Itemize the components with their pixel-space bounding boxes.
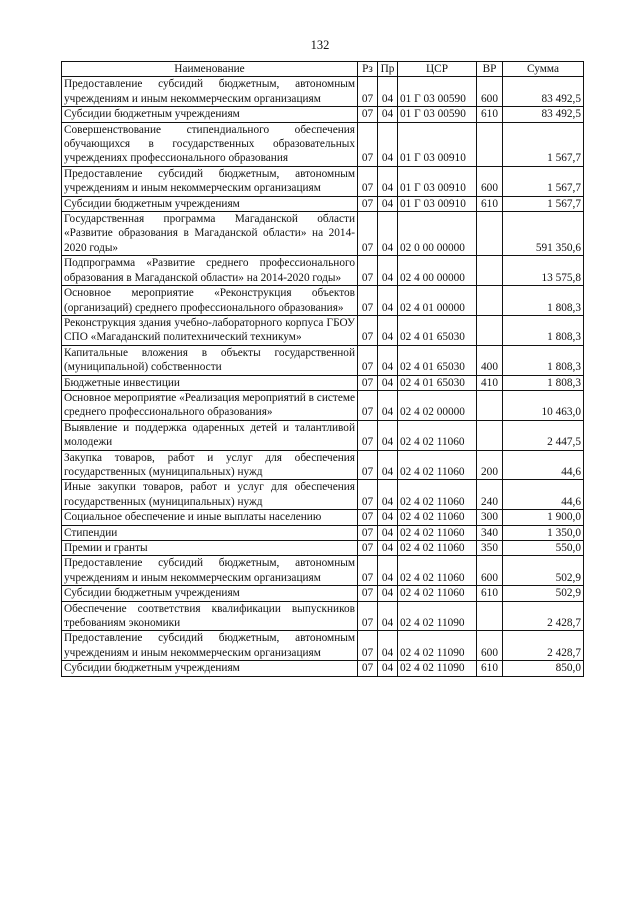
cell-sum: 502,9 — [503, 586, 584, 601]
cell-sum: 1 567,7 — [503, 122, 584, 166]
cell-vr: 610 — [477, 107, 503, 122]
table-row — [62, 586, 584, 601]
cell-sum: 1 808,3 — [503, 286, 584, 316]
table-header-row — [62, 62, 584, 77]
cell-name: Обеспечение соответствия квалификации выпускников требованиям экономики — [62, 601, 358, 631]
table-row — [62, 541, 584, 556]
cell-rz: 07 — [358, 541, 378, 556]
cell-vr: 600 — [477, 77, 503, 107]
cell-pr: 04 — [378, 375, 398, 390]
cell-sum: 1 808,3 — [503, 375, 584, 390]
cell-rz: 07 — [358, 286, 378, 316]
table-row — [62, 661, 584, 676]
cell-csr: 02 4 02 11060 — [398, 586, 477, 601]
cell-sum: 2 428,7 — [503, 601, 584, 631]
cell-sum: 83 492,5 — [503, 77, 584, 107]
header-rz: Рз — [358, 62, 378, 77]
table-row — [62, 631, 584, 661]
cell-vr: 400 — [477, 345, 503, 375]
cell-vr: 600 — [477, 556, 503, 586]
cell-sum: 44,6 — [503, 480, 584, 510]
cell-pr: 04 — [378, 390, 398, 420]
cell-pr: 04 — [378, 586, 398, 601]
cell-csr: 02 4 02 11060 — [398, 541, 477, 556]
table-row — [62, 256, 584, 286]
cell-csr: 01 Г 03 00910 — [398, 166, 477, 196]
cell-name: Предоставление субсидий бюджетным, автономным учреждениям и иным некоммерческим организациям — [62, 556, 358, 586]
cell-vr — [477, 315, 503, 345]
cell-name: Основное мероприятие «Реализация мероприятий в системе среднего профессионального образования» — [62, 390, 358, 420]
table-row — [62, 196, 584, 211]
cell-rz: 07 — [358, 510, 378, 525]
cell-rz: 07 — [358, 315, 378, 345]
cell-vr — [477, 256, 503, 286]
cell-sum: 591 350,6 — [503, 212, 584, 256]
cell-csr: 02 4 01 65030 — [398, 375, 477, 390]
table-row — [62, 480, 584, 510]
cell-sum: 83 492,5 — [503, 107, 584, 122]
cell-name: Иные закупки товаров, работ и услуг для обеспечения государственных (муниципальных) нужд — [62, 480, 358, 510]
cell-csr: 02 0 00 00000 — [398, 212, 477, 256]
cell-name: Премии и гранты — [62, 541, 358, 556]
cell-pr: 04 — [378, 631, 398, 661]
cell-name: Закупка товаров, работ и услуг для обеспечения государственных (муниципальных) нужд — [62, 450, 358, 480]
cell-rz: 07 — [358, 601, 378, 631]
cell-pr: 04 — [378, 541, 398, 556]
cell-sum: 502,9 — [503, 556, 584, 586]
cell-pr: 04 — [378, 556, 398, 586]
cell-rz: 07 — [358, 525, 378, 540]
cell-vr — [477, 122, 503, 166]
cell-pr: 04 — [378, 166, 398, 196]
cell-pr: 04 — [378, 315, 398, 345]
cell-pr: 04 — [378, 510, 398, 525]
cell-name: Предоставление субсидий бюджетным, автономным учреждениям и иным некоммерческим организациям — [62, 166, 358, 196]
cell-rz: 07 — [358, 586, 378, 601]
table-row — [62, 601, 584, 631]
cell-csr: 01 Г 03 00910 — [398, 122, 477, 166]
cell-vr: 600 — [477, 166, 503, 196]
table-row — [62, 166, 584, 196]
cell-rz: 07 — [358, 556, 378, 586]
header-name: Наименование — [62, 62, 358, 77]
cell-rz: 07 — [358, 166, 378, 196]
cell-pr: 04 — [378, 212, 398, 256]
cell-rz: 07 — [358, 420, 378, 450]
cell-name: Стипендии — [62, 525, 358, 540]
cell-csr: 02 4 02 11060 — [398, 556, 477, 586]
table-row — [62, 315, 584, 345]
cell-csr: 02 4 02 11060 — [398, 450, 477, 480]
cell-name: Субсидии бюджетным учреждениям — [62, 586, 358, 601]
cell-vr: 610 — [477, 196, 503, 211]
cell-vr: 610 — [477, 586, 503, 601]
cell-rz: 07 — [358, 196, 378, 211]
cell-sum: 13 575,8 — [503, 256, 584, 286]
cell-csr: 02 4 01 65030 — [398, 345, 477, 375]
cell-vr: 350 — [477, 541, 503, 556]
cell-name: Социальное обеспечение и иные выплаты населению — [62, 510, 358, 525]
cell-sum: 1 567,7 — [503, 196, 584, 211]
page-number: 132 — [310, 38, 330, 52]
cell-name: Предоставление субсидий бюджетным, автономным учреждениям и иным некоммерческим организациям — [62, 77, 358, 107]
cell-csr: 02 4 01 00000 — [398, 286, 477, 316]
table-row — [62, 420, 584, 450]
cell-name: Реконструкция здания учебно-лабораторного корпуса ГБОУ СПО «Магаданский политехнический техникум» — [62, 315, 358, 345]
cell-csr: 01 Г 03 00590 — [398, 107, 477, 122]
cell-csr: 01 Г 03 00910 — [398, 196, 477, 211]
cell-pr: 04 — [378, 420, 398, 450]
table-row — [62, 510, 584, 525]
cell-rz: 07 — [358, 375, 378, 390]
cell-csr: 02 4 00 00000 — [398, 256, 477, 286]
cell-rz: 07 — [358, 480, 378, 510]
cell-vr: 600 — [477, 631, 503, 661]
cell-rz: 07 — [358, 345, 378, 375]
cell-pr: 04 — [378, 345, 398, 375]
table-row — [62, 525, 584, 540]
cell-pr: 04 — [378, 256, 398, 286]
cell-sum: 1 808,3 — [503, 315, 584, 345]
table-row — [62, 107, 584, 122]
header-pr: Пр — [378, 62, 398, 77]
cell-vr — [477, 212, 503, 256]
cell-pr: 04 — [378, 601, 398, 631]
cell-vr: 300 — [477, 510, 503, 525]
cell-sum: 1 567,7 — [503, 166, 584, 196]
cell-csr: 02 4 02 00000 — [398, 390, 477, 420]
cell-pr: 04 — [378, 450, 398, 480]
cell-sum: 2 447,5 — [503, 420, 584, 450]
cell-sum: 2 428,7 — [503, 631, 584, 661]
cell-csr: 02 4 02 11060 — [398, 510, 477, 525]
table-row — [62, 556, 584, 586]
cell-csr: 02 4 02 11060 — [398, 525, 477, 540]
cell-vr — [477, 286, 503, 316]
table-row — [62, 450, 584, 480]
cell-rz: 07 — [358, 107, 378, 122]
cell-sum: 1 350,0 — [503, 525, 584, 540]
cell-sum: 44,6 — [503, 450, 584, 480]
cell-name: Бюджетные инвестиции — [62, 375, 358, 390]
header-csr: ЦСР — [398, 62, 477, 77]
cell-vr: 340 — [477, 525, 503, 540]
cell-name: Совершенствование стипендиального обеспечения обучающихся в государственных образовательных учреждениях профессионального образования — [62, 122, 358, 166]
cell-csr: 02 4 02 11060 — [398, 420, 477, 450]
cell-csr: 02 4 02 11090 — [398, 601, 477, 631]
cell-name: Предоставление субсидий бюджетным, автономным учреждениям и иным некоммерческим организациям — [62, 631, 358, 661]
cell-name: Государственная программа Магаданской области «Развитие образования в Магаданской области» на 2014-2020 годы» — [62, 212, 358, 256]
cell-pr: 04 — [378, 122, 398, 166]
cell-rz: 07 — [358, 256, 378, 286]
cell-pr: 04 — [378, 286, 398, 316]
cell-vr: 200 — [477, 450, 503, 480]
cell-name: Капитальные вложения в объекты государственной (муниципальной) собственности — [62, 345, 358, 375]
cell-name: Подпрограмма «Развитие среднего профессионального образования в Магаданской области» на 2014-2020 годы» — [62, 256, 358, 286]
cell-sum: 1 900,0 — [503, 510, 584, 525]
cell-rz: 07 — [358, 631, 378, 661]
table-row — [62, 77, 584, 107]
budget-table — [61, 61, 584, 677]
cell-vr — [477, 390, 503, 420]
cell-name: Субсидии бюджетным учреждениям — [62, 196, 358, 211]
cell-rz: 07 — [358, 77, 378, 107]
cell-vr — [477, 420, 503, 450]
header-sum: Сумма — [503, 62, 584, 77]
cell-vr — [477, 601, 503, 631]
cell-pr: 04 — [378, 525, 398, 540]
cell-name: Основное мероприятие «Реконструкция объектов (организаций) среднего профессионального образования» — [62, 286, 358, 316]
cell-name: Субсидии бюджетным учреждениям — [62, 107, 358, 122]
table-row — [62, 122, 584, 166]
header-vr: ВР — [477, 62, 503, 77]
cell-sum: 550,0 — [503, 541, 584, 556]
cell-vr: 240 — [477, 480, 503, 510]
cell-csr: 01 Г 03 00590 — [398, 77, 477, 107]
cell-sum: 1 808,3 — [503, 345, 584, 375]
cell-csr: 02 4 01 65030 — [398, 315, 477, 345]
cell-pr: 04 — [378, 480, 398, 510]
cell-sum: 10 463,0 — [503, 390, 584, 420]
cell-name: Выявление и поддержка одаренных детей и талантливой молодежи — [62, 420, 358, 450]
cell-vr: 610 — [477, 661, 503, 676]
table-row — [62, 286, 584, 316]
cell-csr: 02 4 02 11090 — [398, 631, 477, 661]
table-row — [62, 390, 584, 420]
cell-rz: 07 — [358, 212, 378, 256]
cell-rz: 07 — [358, 450, 378, 480]
cell-rz: 07 — [358, 122, 378, 166]
cell-rz: 07 — [358, 390, 378, 420]
cell-csr: 02 4 02 11090 — [398, 661, 477, 676]
cell-sum: 850,0 — [503, 661, 584, 676]
table-row — [62, 345, 584, 375]
table-row — [62, 375, 584, 390]
cell-pr: 04 — [378, 661, 398, 676]
cell-rz: 07 — [358, 661, 378, 676]
cell-pr: 04 — [378, 107, 398, 122]
table-row — [62, 212, 584, 256]
cell-pr: 04 — [378, 77, 398, 107]
cell-vr: 410 — [477, 375, 503, 390]
cell-csr: 02 4 02 11060 — [398, 480, 477, 510]
cell-name: Субсидии бюджетным учреждениям — [62, 661, 358, 676]
cell-pr: 04 — [378, 196, 398, 211]
